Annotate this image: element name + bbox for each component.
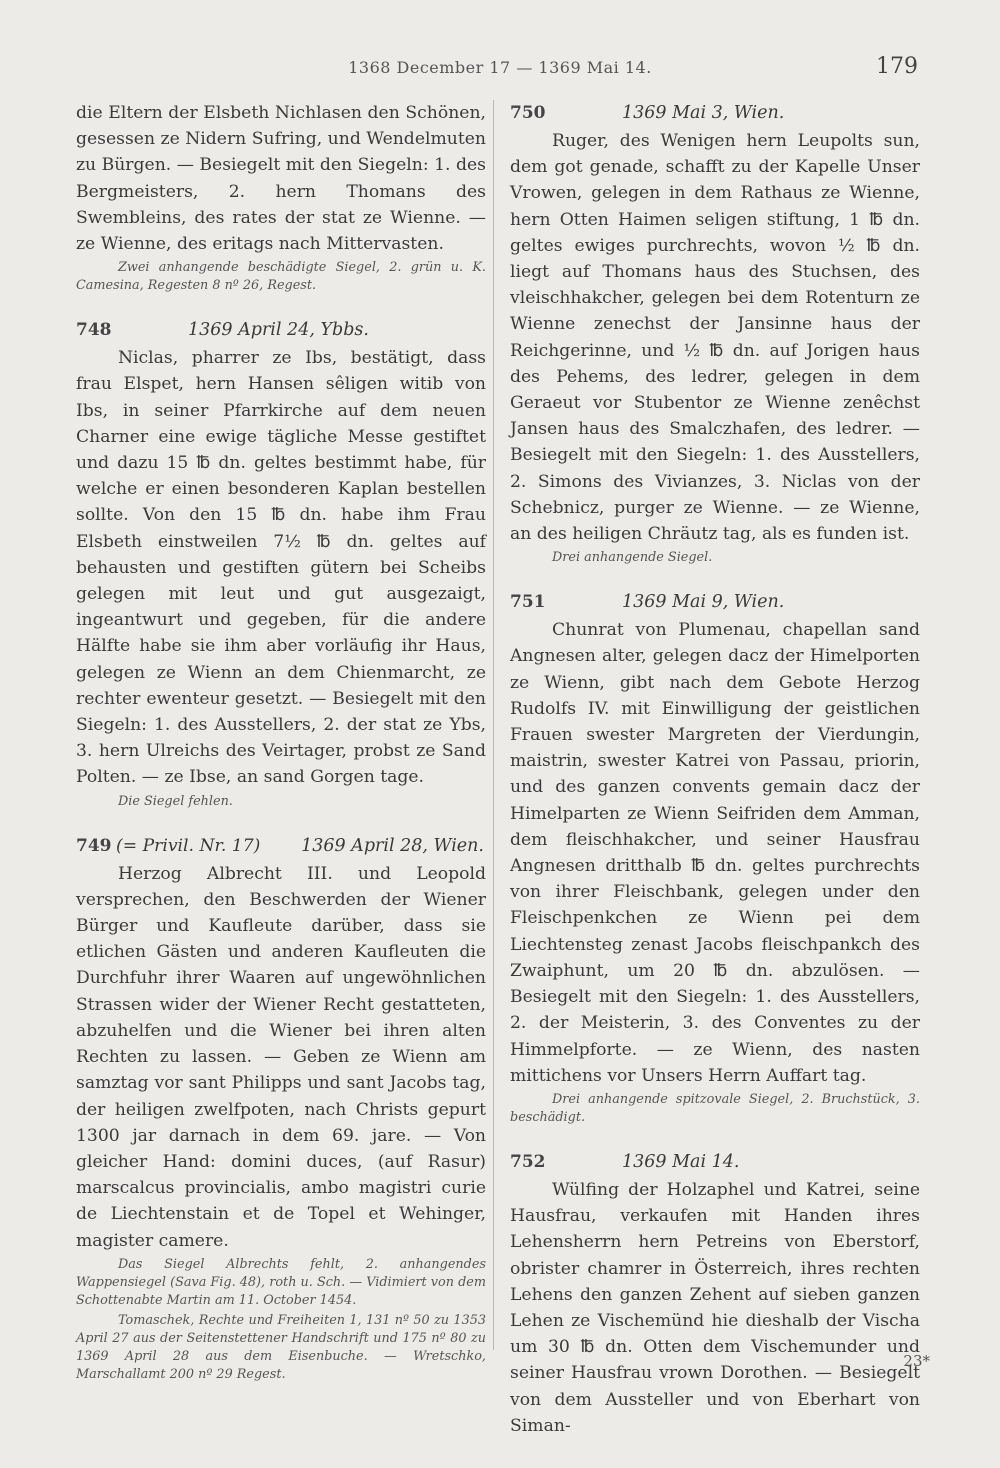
entry-number: 748 xyxy=(76,320,112,341)
entry-747-continuation: die Eltern der Elsbeth Nichlasen den Schönen, gesessen ze Nidern Sufring, und Wendelmuten zu Bürgen. — Besiegelt mit den Siegeln: 1. des Bergmeisters, 2. hern Thomans des Swembleins, des rates der stat ze Wienne. — ze Wienne, des eritags nach Mittervasten. xyxy=(76,103,486,255)
entry-number: 749 xyxy=(76,835,112,856)
right-column xyxy=(510,100,920,1439)
entry-749-note-literature: Tomaschek, Rechte und Freiheiten 1, 131 nº 50 zu 1353 April 27 aus der Seitenstettener Handschrift und 175 nº 80 zu 1369 April 28 aus dem Eisenbuche. — Wretschko, Marschallamt 200 nº 29 Regest. xyxy=(76,1312,486,1382)
entry-752-text: Wülfing der Holzaphel und Katrei, seine Hausfrau, verkaufen mit Handen ihres Lehensherrn hern Petreins von Eberstorf, obrister chamrer in Österreich, ihres rechten Lehens den ganzen Zehent auf sieben ganzen Lehen ze Vischemünd hie dieshalb der Vischa um 30 ℔ dn. Otten dem Vischemunder und seiner Hausfrau vrown Dorothen. — Besiegelt von dem Aussteller und von Eberhart von Siman- xyxy=(510,1179,920,1436)
entry-number: 751 xyxy=(510,592,546,613)
entry-751-text: Chunrat von Plumenau, chapellan sand Angnesen alter, gelegen dacz der Himelporten ze Wienn, gibt nach dem Gebote Herzog Rudolfs IV. mit Einwilligung der geistlichen Frauen swester Margreten der Vierdungin, maistrin, swester Katrei von Passau, priorin, und des ganzen convents gemain dacz der Himelparten ze Wienn Seifriden dem Amman, dem fleischhakcher, und seiner Hausfrau Angnesen dritthalb ℔ dn. geltes purchrechts von ihrer Fleischbank, gelegen under den Fleischpenkchen ze Wienn pei dem Liechtensteg zenast Jacobs fleischpankch des Zwaiphunt, um 20 ℔ dn. abzulösen. — Besiegelt mit den Siegeln: 1. des Ausstellers, 2. der Meisterin, 3. des Conventes zu der Himmelpforte. — ze Wienn, des nasten mittichens vor Unsers Herrn Auffart tag. xyxy=(510,620,920,1086)
left-column xyxy=(76,100,486,1384)
entry-751-heading xyxy=(510,589,920,617)
entry-number: 750 xyxy=(510,103,546,123)
entry-number: 752 xyxy=(510,1151,546,1172)
entry-date: 1369 Mai 14. xyxy=(622,1151,740,1172)
entry-date: 1369 Mai 9, Wien. xyxy=(622,592,785,613)
running-title: 1368 December 17 — 1369 Mai 14. xyxy=(348,58,652,77)
entry-date: 1369 April 28, Wien. xyxy=(301,835,484,856)
entry-748-note: Die Siegel fehlen. xyxy=(118,793,233,809)
entry-750-text: Ruger, des Wenigen hern Leupolts sun, dem got genade, schafft zu der Kapelle Unser Vrowen, gelegen in dem Rathaus ze Wienne, hern Otten Haimen seligen stiftung, 1 ℔ dn. geltes ewiges purchrechts, wovon ½ ℔ dn. liegt auf Thomans haus des Stuchsen, des vleischhakcher, gelegen bei dem Rotenturn ze Wienne zenechst der Jansinne haus der Reichgerinne, und ½ ℔ dn. auf Jorigen haus des Pehems, des ledrer, gelegen in dem Geraeut vor Stubentor ze Wienne zenêchst Jansen haus des Smalczhafen, des ledrer. — Besiegelt mit den Siegeln: 1. des Ausstellers, 2. Simons des Vivianzes, 3. Niclas von der Schebnicz, purger ze Wienne. — ze Wienne, an des heiligen Chräutz tag, als es funden ist. xyxy=(510,131,920,545)
entry-749-text: Herzog Albrecht III. und Leopold versprechen, den Beschwerden der Wiener Bürger und Kaufleute darüber, dass sie etlichen Gästen und anderen Kaufleuten die Durchfuhr ihrer Waaren auf ungewöhnlichen Strassen wider der Wiener Recht gestatteten, abzuhelfen und die Wiener bei ihren alten Rechten zu lassen. — Geben ze Wienn am samztag vor sant Philipps und sant Jacobs tag, der heiligen zwelfpoten, nach Christs gepurt 1300 jar darnach in dem 69. jare. — Von gleicher Hand: domini duces, (auf Rasur) marscalcus provincialis, ambo magistri curie de Liechtenstain et de Topel et Wehinger, magister camere. xyxy=(76,863,486,1251)
column-divider xyxy=(493,100,494,1350)
running-head xyxy=(0,54,1000,88)
entry-750-note: Drei anhangende Siegel. xyxy=(552,550,713,566)
entry-751-note: Drei anhangende spitzovale Siegel, 2. Bruchstück, 3. beschädigt. xyxy=(510,1091,920,1125)
entry-reference: (= Privil. Nr. 17) xyxy=(116,835,261,856)
page-number: 179 xyxy=(876,54,918,79)
entry-748-heading xyxy=(76,317,486,345)
entry-750-heading xyxy=(510,100,920,128)
entry-747-note: Zwei anhangende beschädigte Siegel, 2. grün u. K. Camesina, Regesten 8 nº 26, Regest. xyxy=(76,260,486,294)
entry-748-text: Niclas, pharrer ze Ibs, bestätigt, dass frau Elspet, hern Hansen sêligen witib von Ibs, in seiner Pfarrkirche auf dem neuen Charner eine ewige tägliche Messe gestiftet und dazu 15 ℔ dn. geltes bestimmt habe, für welche er einen besonderen Kaplan bestellen sollte. Von den 15 ℔ dn. habe ihm Frau Elsbeth einstweilen 7½ ℔ dn. geltes auf behausten und gestiften gütern bei Scheibs gelegen mit leut und gut ausgezaigt, ingeantwurt und gegeben, für die andere Hälfte habe sie ihm aber vorläufig ihr Haus, gelegen ze Wienn an dem Chienmarcht, ze rechter ewenteur gesetzt. — Besiegelt mit den Siegeln: 1. des Ausstellers, 2. der stat ze Ybs, 3. hern Ulreichs des Veirtager, probst ze Sand Polten. — ze Ibse, an sand Gorgen tage. xyxy=(76,348,486,788)
entry-752-heading xyxy=(510,1149,920,1177)
signature-mark: 23* xyxy=(903,1352,930,1370)
entry-date: 1369 April 24, Ybbs. xyxy=(188,320,369,341)
entry-date: 1369 Mai 3, Wien. xyxy=(622,103,785,123)
entry-749-note-seals: Das Siegel Albrechts fehlt, 2. anhangendes Wappensiegel (Sava Fig. 48), roth u. Sch. — Vidimiert von dem Schottenabte Martin am 11. October 1454. xyxy=(76,1256,486,1308)
entry-749-heading xyxy=(76,833,486,861)
